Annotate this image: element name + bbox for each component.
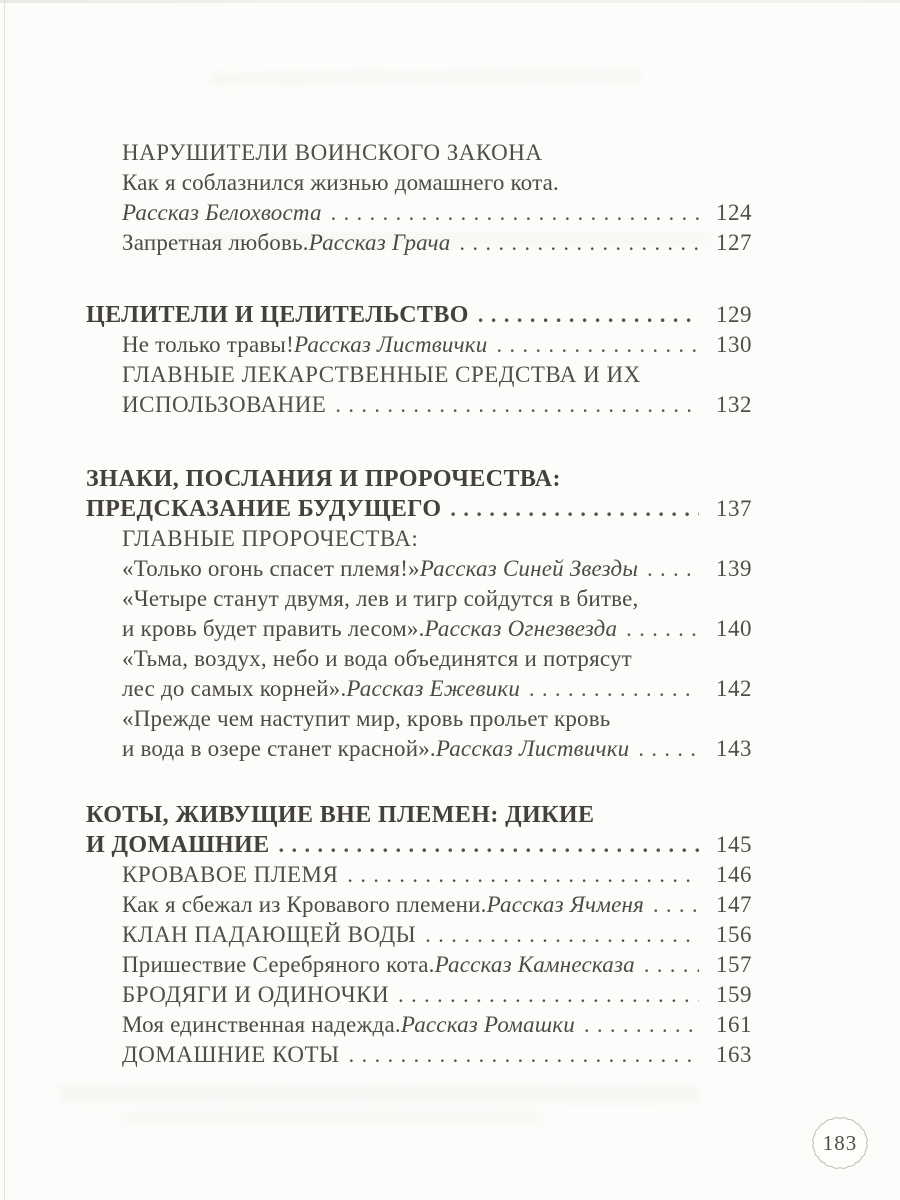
dot-leader (638, 734, 699, 764)
toc-entry (86, 168, 752, 198)
toc-entry (86, 198, 752, 228)
dot-leader (335, 390, 699, 420)
toc-entry (86, 614, 752, 644)
toc-page-number: 132 (716, 392, 752, 417)
toc-page-number: 142 (716, 676, 752, 701)
toc-page-number: 129 (716, 302, 752, 327)
toc-entry-text: И ДОМАШНИЕ (86, 832, 270, 858)
toc-block (86, 800, 752, 1070)
dot-leader (331, 198, 699, 228)
toc-entry-text: КЛАН ПАДАЮЩЕЙ ВОДЫ (122, 922, 417, 947)
page-number-badge (809, 1115, 871, 1173)
toc-page-number: 163 (716, 1042, 752, 1067)
dot-leader (653, 890, 699, 920)
page-bleedthrough (120, 1112, 540, 1124)
toc-entry-text: «Только огонь спасет племя!» (122, 556, 420, 581)
toc-page-number: 159 (716, 982, 752, 1007)
toc-entry-text: и кровь будет править лесом». (122, 616, 425, 641)
toc-section-heading (86, 800, 752, 830)
toc-page-number: 146 (716, 862, 752, 887)
toc-entry (86, 390, 752, 420)
toc-page-number: 156 (716, 922, 752, 947)
toc-entry-text: Не только травы! (122, 332, 294, 357)
toc-entry-text: и вода в озере станет красной». (122, 736, 436, 761)
dot-leader (425, 920, 699, 950)
dot-leader (496, 330, 699, 360)
toc-entry-text: Рассказ Белохвоста (122, 200, 322, 225)
toc-page-number: 124 (716, 200, 752, 225)
toc-entry (86, 524, 752, 554)
toc-section-heading (86, 494, 752, 524)
toc-entry-text: Моя единственная надежда. (122, 1012, 401, 1037)
toc-entry (86, 734, 752, 764)
toc-entry (86, 584, 752, 614)
toc-section-heading (86, 300, 752, 330)
dot-leader (626, 614, 699, 644)
toc-entry (86, 860, 752, 890)
toc-section-heading (86, 464, 752, 494)
toc-entry (86, 360, 752, 390)
toc-page-number: 147 (716, 892, 752, 917)
toc-entry-text: ПРЕДСКАЗАНИЕ БУДУЩЕГО (86, 496, 442, 522)
toc-page-number: 145 (716, 832, 752, 857)
toc-entry-text: Рассказ Листвички (435, 736, 630, 761)
scan-edge-top (0, 0, 900, 3)
toc-entry (86, 890, 752, 920)
toc-page-number: 137 (716, 496, 752, 521)
toc-entry-text: Как я сбежал из Кровавого племени. (122, 892, 487, 917)
toc-entry-text: Рассказ Огнезвезда (424, 616, 618, 641)
dot-leader (398, 980, 699, 1010)
toc-page-number: 130 (716, 332, 752, 357)
toc (86, 138, 752, 1070)
toc-entry (86, 554, 752, 584)
toc-entry-text: «Тьма, воздух, небо и вода объединятся и потрясут (122, 646, 632, 671)
toc-entry-text: Рассказ Ромашки (400, 1012, 575, 1037)
toc-entry (86, 138, 752, 168)
toc-entry-text: ИСПОЛЬЗОВАНИЕ (122, 392, 327, 417)
toc-page-number: 157 (716, 952, 752, 977)
toc-page-number: 140 (716, 616, 752, 641)
dot-leader (647, 554, 699, 584)
toc-entry-text: «Прежде чем наступит мир, кровь прольет кровь (122, 706, 611, 731)
toc-entry-text: КОТЫ, ЖИВУЩИЕ ВНЕ ПЛЕМЕН: ДИКИЕ (86, 802, 595, 828)
dot-leader (459, 228, 699, 258)
toc-entry (86, 228, 752, 258)
page-bleedthrough (210, 71, 640, 84)
toc-entry-text: Запретная любовь. (122, 230, 309, 255)
toc-block (86, 300, 752, 420)
toc-entry-text: ГЛАВНЫЕ ЛЕКАРСТВЕННЫЕ СРЕДСТВА И ИХ (122, 362, 641, 387)
toc-section-heading (86, 830, 752, 860)
toc-entry-text: КРОВАВОЕ ПЛЕМЯ (122, 862, 339, 887)
toc-entry (86, 704, 752, 734)
toc-entry (86, 1010, 752, 1040)
dot-leader (450, 494, 699, 524)
dot-leader (279, 830, 699, 860)
toc-page-number: 127 (716, 230, 752, 255)
toc-entry-text: Рассказ Синей Звезды (419, 556, 639, 581)
scan-edge-left (4, 0, 5, 1200)
toc-entry-text: Рассказ Листвички (293, 332, 488, 357)
toc-page-number: 139 (716, 556, 752, 581)
toc-entry-text: Рассказ Ячменя (486, 892, 645, 917)
dot-leader (529, 674, 699, 704)
toc-entry-text: лес до самых корней». (122, 676, 347, 701)
toc-page-number: 143 (716, 736, 752, 761)
toc-entry-text: ЦЕЛИТЕЛИ И ЦЕЛИТЕЛЬСТВО (86, 302, 469, 328)
toc-entry-text: Рассказ Ежевики (346, 676, 521, 701)
toc-entry-text: Пришествие Серебряного кота. (122, 952, 435, 977)
toc-entry-text: Рассказ Камнесказа (434, 952, 635, 977)
toc-entry-text: «Четыре станут двумя, лев и тигр сойдутся в битве, (122, 586, 639, 611)
dot-leader (584, 1010, 699, 1040)
toc-entry (86, 980, 752, 1010)
toc-entry (86, 950, 752, 980)
dot-leader (478, 300, 699, 330)
toc-block (86, 464, 752, 764)
toc-page-number: 161 (716, 1012, 752, 1037)
toc-entry-text: Рассказ Грача (308, 230, 451, 255)
toc-entry-text: БРОДЯГИ И ОДИНОЧКИ (122, 982, 390, 1007)
toc-entry (86, 1040, 752, 1070)
toc-entry-text: ДОМАШНИЕ КОТЫ (122, 1042, 340, 1067)
dot-leader (349, 1040, 699, 1070)
toc-entry-text: Как я соблазнился жизнью домашнего кота. (122, 170, 559, 195)
toc-entry-text: НАРУШИТЕЛИ ВОИНСКОГО ЗАКОНА (122, 140, 543, 165)
page-bleedthrough (60, 1085, 700, 1103)
toc-block (86, 138, 752, 258)
toc-entry (86, 330, 752, 360)
folio-number: 183 (822, 1130, 858, 1155)
toc-entry (86, 644, 752, 674)
toc-entry (86, 674, 752, 704)
toc-entry-text: ГЛАВНЫЕ ПРОРОЧЕСТВА: (122, 526, 419, 551)
dot-leader (644, 950, 699, 980)
toc-entry (86, 920, 752, 950)
dot-leader (347, 860, 699, 890)
toc-entry-text: ЗНАКИ, ПОСЛАНИЯ И ПРОРОЧЕСТВА: (86, 466, 561, 492)
